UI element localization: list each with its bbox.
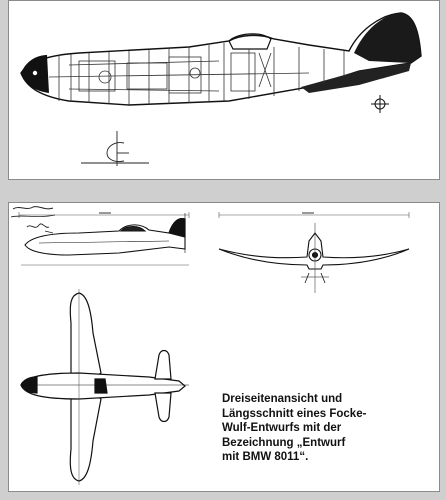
plan-view-aircraft bbox=[21, 289, 189, 485]
front-view-aircraft bbox=[219, 223, 409, 293]
longitudinal-section-drawing bbox=[9, 1, 441, 181]
caption-line-4: Bezeichnung „Entwurf bbox=[222, 436, 346, 449]
figure-caption bbox=[222, 392, 432, 465]
caption-line-5: mit BMW 8011“. bbox=[222, 451, 309, 463]
rear-fuselage-underside bbox=[301, 63, 411, 93]
caption-line-1: Dreiseitenansicht und bbox=[222, 393, 343, 405]
tail-fin bbox=[354, 13, 421, 63]
approval-stamp-icon bbox=[9, 203, 59, 237]
reference-crosshair-bottom bbox=[81, 131, 149, 166]
caption-line-3: Wulf-Entwurfs mit der bbox=[222, 422, 342, 434]
reference-crosshair-right bbox=[371, 95, 389, 113]
longitudinal-section-panel bbox=[8, 0, 440, 180]
caption-line-2: Längsschnitt eines Focke- bbox=[222, 407, 367, 420]
spinner-hub bbox=[33, 71, 37, 75]
